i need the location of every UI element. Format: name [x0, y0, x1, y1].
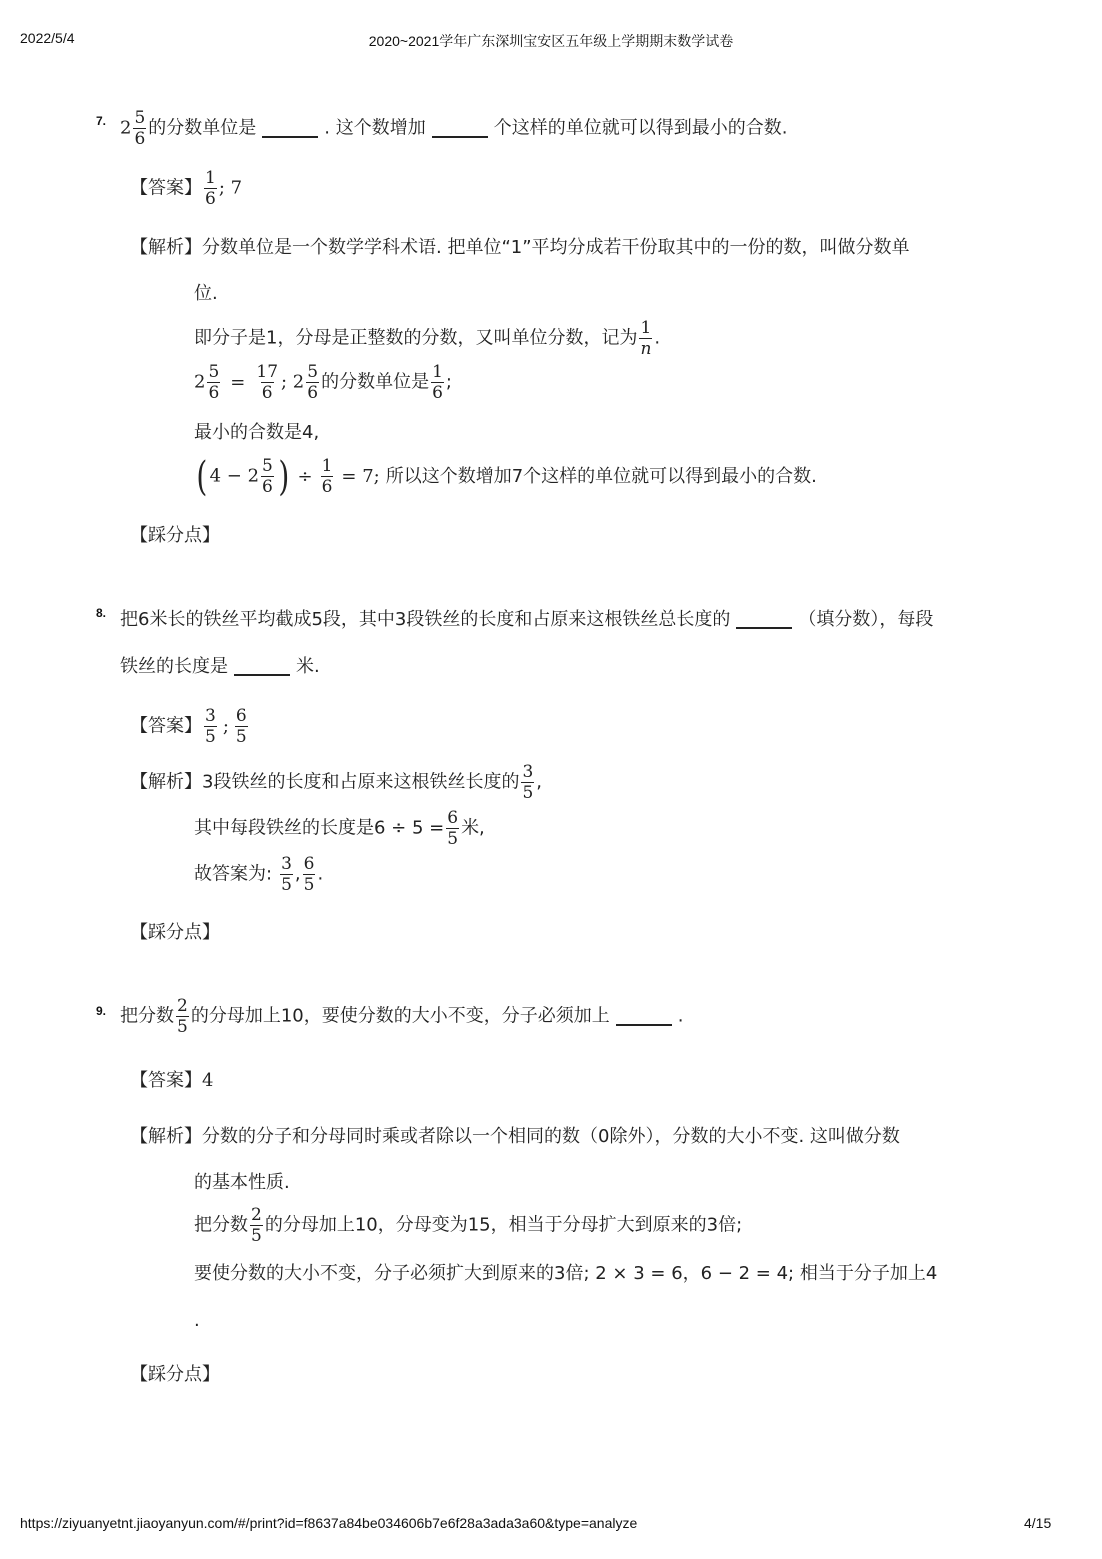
question-8-stem: 铁丝的长度是 米. — [120, 656, 320, 677]
scoring-points-label: 【踩分点】 — [130, 525, 220, 546]
analysis-label: 【解析】 — [130, 1126, 202, 1147]
analysis-text: 故答案为: $\frac{3}{5}$ , $\frac{6}{5}$ . — [194, 854, 324, 895]
answer-blank — [736, 609, 792, 629]
analysis-equation: ( 4 − 2 $\frac{5}{6}$ ) ÷ $\frac{1}{6}$ = 7; 所以这个数增加7个这样的单位就可以得到最小的合数. — [196, 453, 817, 500]
answer-blank — [432, 118, 488, 138]
answer-value: 4 — [202, 1070, 214, 1091]
analysis-line: 【解析】分数的分子和分母同时乘或者除以一个相同的数（0除外），分数的大小不变. 这叫做分数 — [130, 1126, 900, 1147]
analysis-text: . — [194, 1310, 200, 1331]
analysis-label: 【解析】 — [130, 237, 202, 258]
fraction: $\frac{1}{n}$ — [640, 318, 652, 359]
analysis-line: 【解析】3段铁丝的长度和占原来这根铁丝长度的 $\frac{3}{5}$ , — [130, 762, 543, 803]
page-number: 4/15 — [1024, 1515, 1052, 1531]
scoring-points-label: 【踩分点】 — [130, 922, 220, 943]
question-8-stem: 把6米长的铁丝平均截成5段，其中3段铁丝的长度和占原来这根铁丝总长度的 （填分数），每段 — [120, 609, 934, 630]
answer-line — [130, 168, 242, 209]
page-url: https://ziyuanyetnt.jiaoyanyun.com/#/print?id=f8637a84be034606b7e6f28a3ada3a60&type=analyze — [20, 1515, 638, 1531]
stem-text: 个这样的单位就可以得到最小的合数. — [493, 117, 788, 139]
question-7-stem — [120, 108, 787, 149]
analysis-equation: 2 $\frac{5}{6}$ = $\frac{17}{6}$ ; 2 $\frac{5}{6}$ 的分数单位是 $\frac{1}{6}$ ; — [194, 362, 452, 403]
answer-line — [130, 1069, 213, 1093]
answer-label: 【答案】 — [130, 1070, 202, 1091]
mixed-whole: 2 — [120, 117, 132, 139]
analysis-label: 【解析】 — [130, 771, 202, 793]
answer-label: 【答案】 — [130, 177, 202, 199]
analysis-line — [130, 236, 910, 260]
answer-label: 【答案】 — [130, 715, 202, 737]
page-title: 2020~2021学年广东深圳宝安区五年级上学期期末数学试卷 — [368, 33, 734, 49]
question-number: 7. — [96, 114, 107, 128]
question-9-stem: 把分数 $\frac{2}{5}$ 的分母加上10，要使分数的大小不变，分子必须加上 . — [120, 996, 684, 1037]
analysis-text: 即分子是1，分母是正整数的分数，又叫单位分数，记为 $\frac{1}{n}$ . — [194, 318, 661, 359]
analysis-text: 分数单位是一个数学学科术语. 把单位“1”平均分成若干份取其中的一份的数，叫做分数单 — [202, 237, 910, 258]
print-date: 2022/5/4 — [20, 30, 75, 46]
answer-blank — [616, 1006, 672, 1026]
question-number: 8. — [96, 606, 107, 620]
answer-blank — [234, 656, 290, 676]
analysis-text: 其中每段铁丝的长度是6 ÷ 5 = $\frac{6}{5}$ 米, — [194, 808, 485, 849]
scoring-points-label: 【踩分点】 — [130, 1364, 220, 1385]
analysis-text: 要使分数的大小不变，分子必须扩大到原来的3倍; 2 × 3 = 6，6 − 2 = 4; 相当于分子加上4 — [194, 1263, 938, 1284]
analysis-text: 的基本性质. — [194, 1172, 290, 1193]
fraction: $\frac{1}{6}$ — [205, 168, 216, 209]
question-number: 9. — [96, 1004, 107, 1018]
stem-text: 的分数单位是 — [148, 117, 257, 139]
answer-value: ; 7 — [218, 177, 243, 199]
analysis-text: 位. — [194, 283, 218, 304]
stem-text: . 这个数增加 — [324, 117, 426, 139]
answer-blank — [262, 118, 318, 138]
analysis-text: 最小的合数是4, — [194, 422, 320, 443]
fraction: $\frac{5}{6}$ — [134, 108, 146, 149]
answer-line: 【答案】 $\frac{3}{5}$ ; $\frac{6}{5}$ — [130, 706, 247, 747]
analysis-text: 把分数 $\frac{2}{5}$ 的分母加上10，分母变为15，相当于分母扩大到原来的3倍; — [194, 1205, 743, 1246]
